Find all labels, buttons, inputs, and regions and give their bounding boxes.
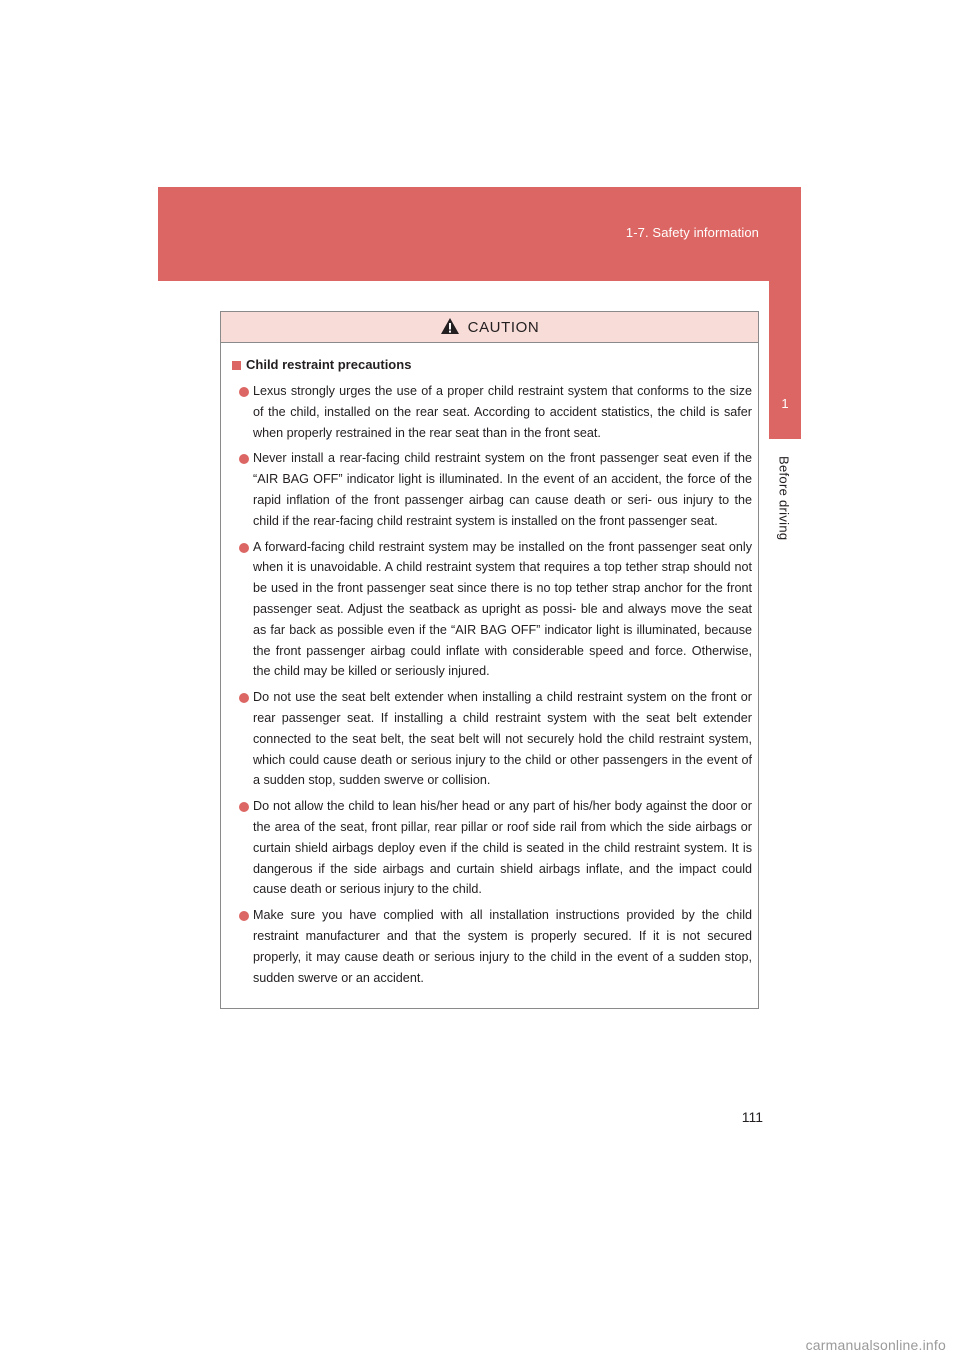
page-number: 111	[741, 1109, 763, 1125]
header-band	[158, 187, 801, 281]
caution-item-text: Make sure you have complied with all installation instructions provided by the child restraint manufacturer and that the system is properly secured. If it is not secured properly, it may cause death or serious injury to the child in the event of a sudden stop, sudden swerve or an accident.	[253, 908, 752, 985]
subheading	[232, 356, 752, 374]
caution-title: CAUTION	[467, 318, 540, 336]
chapter-tab	[769, 281, 801, 439]
watermark: carmanualsonline.info	[805, 1337, 946, 1353]
caution-item	[232, 448, 752, 531]
caution-box	[220, 311, 759, 1009]
caution-item	[232, 796, 752, 900]
warning-triangle-icon	[440, 317, 460, 335]
round-bullet-icon	[239, 543, 249, 553]
round-bullet-icon	[239, 454, 249, 464]
caution-item	[232, 381, 752, 443]
caution-header	[221, 312, 758, 343]
caution-item	[232, 905, 752, 988]
caution-item	[232, 687, 752, 791]
caution-item-text: Do not allow the child to lean his/her head or any part of his/her body against the door or the area of the seat, front pillar, rear pillar or roof side rail from which the side airbags or curtain shield airbags deploy even if the child is seated in the child restraint system. It is dangerous if the side airbags and curtain shield airbags inflate, and the impact could cause death or serious injury to the child.	[253, 799, 752, 897]
caution-item-text: Do not use the seat belt extender when installing a child restraint system on the front or rear passenger seat. If installing a child restraint system with the seat belt extender connected to the seat belt, the seat belt will not securely hold the child restraint system, which could cause death or serious injury to the child or other passengers in the event of a sudden stop, sudden swerve or collision.	[253, 690, 752, 788]
round-bullet-icon	[239, 802, 249, 812]
chapter-name-label: Before driving	[776, 456, 792, 541]
chapter-number: 1	[781, 396, 789, 411]
round-bullet-icon	[239, 387, 249, 397]
caution-item-text: Never install a rear-facing child restraint system on the front passenger seat even if the “AIR BAG OFF” indicator light is illuminated. In the event of an accident, the force of the rapid inflation of the front passenger airbag can cause death or seri- ous injury to the child if the rear-facing child restraint system is installed on the front passenger seat.	[253, 451, 752, 528]
caution-item-text: Lexus strongly urges the use of a proper child restraint system that conforms to the size of the child, installed on the rear seat. According to accident statistics, the child is safer when properly restrained in the rear seat than in the front seat.	[253, 384, 752, 440]
subheading-text: Child restraint precautions	[246, 357, 412, 372]
caution-body	[221, 343, 758, 988]
round-bullet-icon	[239, 693, 249, 703]
caution-item	[232, 537, 752, 683]
caution-item-text: A forward-facing child restraint system may be installed on the front passenger seat only when it is unavoidable. A child restraint system that requires a top tether strap should not be used in the front passenger seat since there is no top tether strap anchor for the front passenger seat. Adjust the seatback as upright as possi- ble and always move the seat as far back as possible even if the “AIR BAG OFF” indicator light is illuminated, because the front passenger airbag could inflate with considerable speed and force. Otherwise, the child may be killed or seriously injured.	[253, 539, 752, 679]
square-bullet-icon	[232, 361, 241, 370]
round-bullet-icon	[239, 911, 249, 921]
section-title: 1-7. Safety information	[625, 225, 759, 240]
